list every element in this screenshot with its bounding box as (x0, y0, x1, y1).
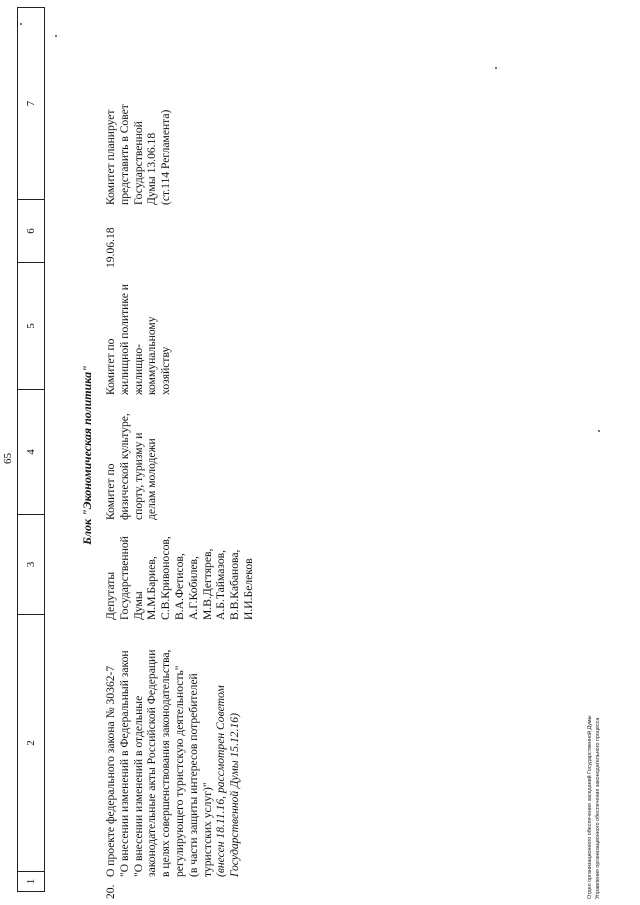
plan-note (104, 95, 173, 205)
footer (586, 716, 602, 899)
committee-line: коммунальному (145, 316, 159, 395)
plan-line: (ст.114 Регламента) (159, 109, 173, 205)
co-executor-committee (104, 270, 173, 395)
committee-line: спорту, туризму и (131, 432, 145, 520)
project-line: регулирующего туристскую деятельность" (172, 665, 186, 877)
project-line: "О внесении изменений в отдельные (131, 695, 145, 877)
author-line: В.А.Фетисов, (172, 553, 186, 620)
scan-speck (20, 23, 22, 25)
plan-line: Государственной (131, 121, 145, 205)
scan-speck (495, 67, 497, 69)
responsible-committee (104, 397, 159, 520)
block-title: Блок "Экономическая политика" (80, 365, 94, 545)
committee-line: Комитет по (104, 338, 117, 395)
author-line: Государственной (117, 536, 131, 620)
author-line: И.И.Белеков (241, 558, 255, 620)
project-line: (в части защиты интересов потребителей (186, 673, 200, 877)
author-line: А.Б.Таймазов, (214, 549, 228, 620)
header-col-4: 4 (18, 389, 44, 514)
row-number: 20. (104, 884, 117, 899)
project-line: туристских услуг)" (200, 782, 214, 877)
header-col-1: 1 (18, 871, 44, 891)
header-col-2: 2 (18, 614, 44, 871)
plan-line: Думы 13.06.18 (145, 132, 159, 205)
authors (104, 527, 256, 620)
project-line: в целях совершенствования законодательства, (159, 649, 173, 877)
footer-line: Управления организационного обеспечения законодательного процесса (595, 717, 601, 899)
author-line: А.Г.Кобилев, (186, 556, 200, 620)
committee-line: жилищно- (131, 344, 145, 395)
committee-line: жилищной политике и (117, 284, 131, 395)
author-line: Думы (131, 591, 145, 620)
author-line: М.М.Бариев, (145, 556, 159, 620)
date: 19.06.18 (104, 227, 117, 268)
project-note-line: (внесен 18.11.16, рассмотрен Советом (214, 685, 228, 877)
author-line: С.В.Кривоносов, (159, 536, 173, 620)
footer-line: Отдел организационного обеспечения заседаний Государственной Думы (587, 715, 593, 899)
project-description (104, 627, 242, 877)
table-header-row (17, 7, 45, 892)
project-line: О проекте федерального закона № 30362-7 (104, 665, 117, 877)
plan-line: Комитет планирует (104, 109, 117, 205)
scan-speck (55, 35, 57, 37)
page-number: 65 (2, 453, 14, 464)
committee-line: хозяйству (159, 346, 173, 395)
author-line: М.В.Дегтярев, (200, 548, 214, 620)
scan-speck (598, 430, 600, 432)
header-col-3: 3 (18, 514, 44, 614)
project-line: "О внесении изменений в Федеральный закон (117, 650, 131, 877)
header-col-7: 7 (25, 100, 37, 107)
committee-line: физической культуре, (117, 413, 131, 520)
author-line: В.В.Кабанова, (228, 549, 242, 620)
committee-line: делам молодежи (145, 438, 159, 520)
committee-line: Комитет по (104, 463, 117, 520)
project-line: законодательные акты Российской Федерации (145, 649, 159, 877)
header-col-5: 5 (18, 262, 44, 389)
plan-line: представить в Совет (117, 104, 131, 205)
project-note-line: Государственной Думы 15.12.16) (228, 713, 242, 877)
header-col-6: 6 (18, 199, 44, 262)
author-line: Депутаты (104, 571, 117, 620)
